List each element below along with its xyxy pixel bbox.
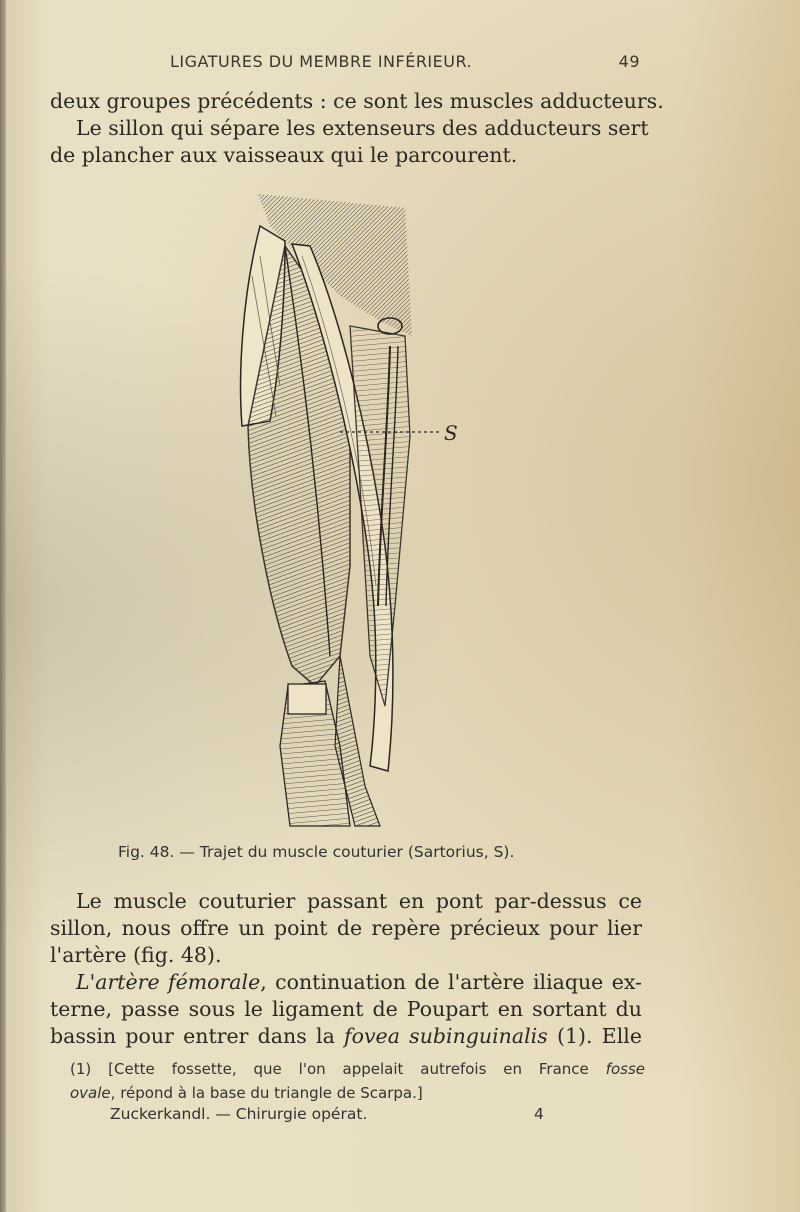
paragraph-2-line-4: L'artère fémorale, continuation de l'artère iliaque ex- [76, 970, 642, 994]
anatomical-illustration [230, 186, 470, 836]
signature-text: Zuckerkandl. — Chirurgie opérat. [110, 1105, 368, 1123]
footnote-line-1: (1) [Cette fossette, que l'on appelait autrefois en France fosse [70, 1060, 645, 1078]
running-header [52, 52, 642, 76]
paragraph-2-line-3: l'artère (fig. 48). [50, 943, 222, 967]
printer-signature [110, 1105, 550, 1123]
footnote-line-2: ovale, répond à la base du triangle de Scarpa.] [70, 1084, 423, 1102]
paragraph-1-line-2: Le sillon qui sépare les extenseurs des adducteurs sert [76, 116, 649, 140]
running-title: LIGATURES DU MEMBRE INFÉRIEUR. [170, 52, 473, 71]
figure-label-s: S [444, 421, 458, 445]
paragraph-1-line-3: de plancher aux vaisseaux qui le parcourent. [50, 143, 518, 167]
paragraph-2-line-2: sillon, nous offre un point de repère précieux pour lier [50, 916, 642, 940]
page-number: 49 [618, 52, 640, 71]
paragraph-1 [50, 88, 664, 169]
paragraph-2-line-1: Le muscle couturier passant en pont par-dessus ce [76, 889, 642, 913]
paragraph-2-line-5: terne, passe sous le ligament de Poupart en sortant du [50, 997, 642, 1021]
femoral-artery-term: L'artère fémorale [76, 970, 261, 994]
paragraph-1-line-1: deux groupes précédents : ce sont les muscles adducteurs. [50, 89, 664, 113]
footnote [70, 1057, 645, 1105]
paragraph-2-line-6: bassin pour entrer dans la fovea subinguinalis (1). Elle [50, 1024, 642, 1048]
figure-caption: Fig. 48. — Trajet du muscle couturier (Sartorius, S). [118, 843, 515, 861]
fovea-term: fovea subinguinalis [344, 1024, 548, 1048]
page-edge [0, 0, 6, 1212]
paragraph-2 [50, 888, 642, 1050]
thigh-muscles-engraving [230, 186, 470, 836]
sheet-number: 4 [534, 1105, 544, 1123]
